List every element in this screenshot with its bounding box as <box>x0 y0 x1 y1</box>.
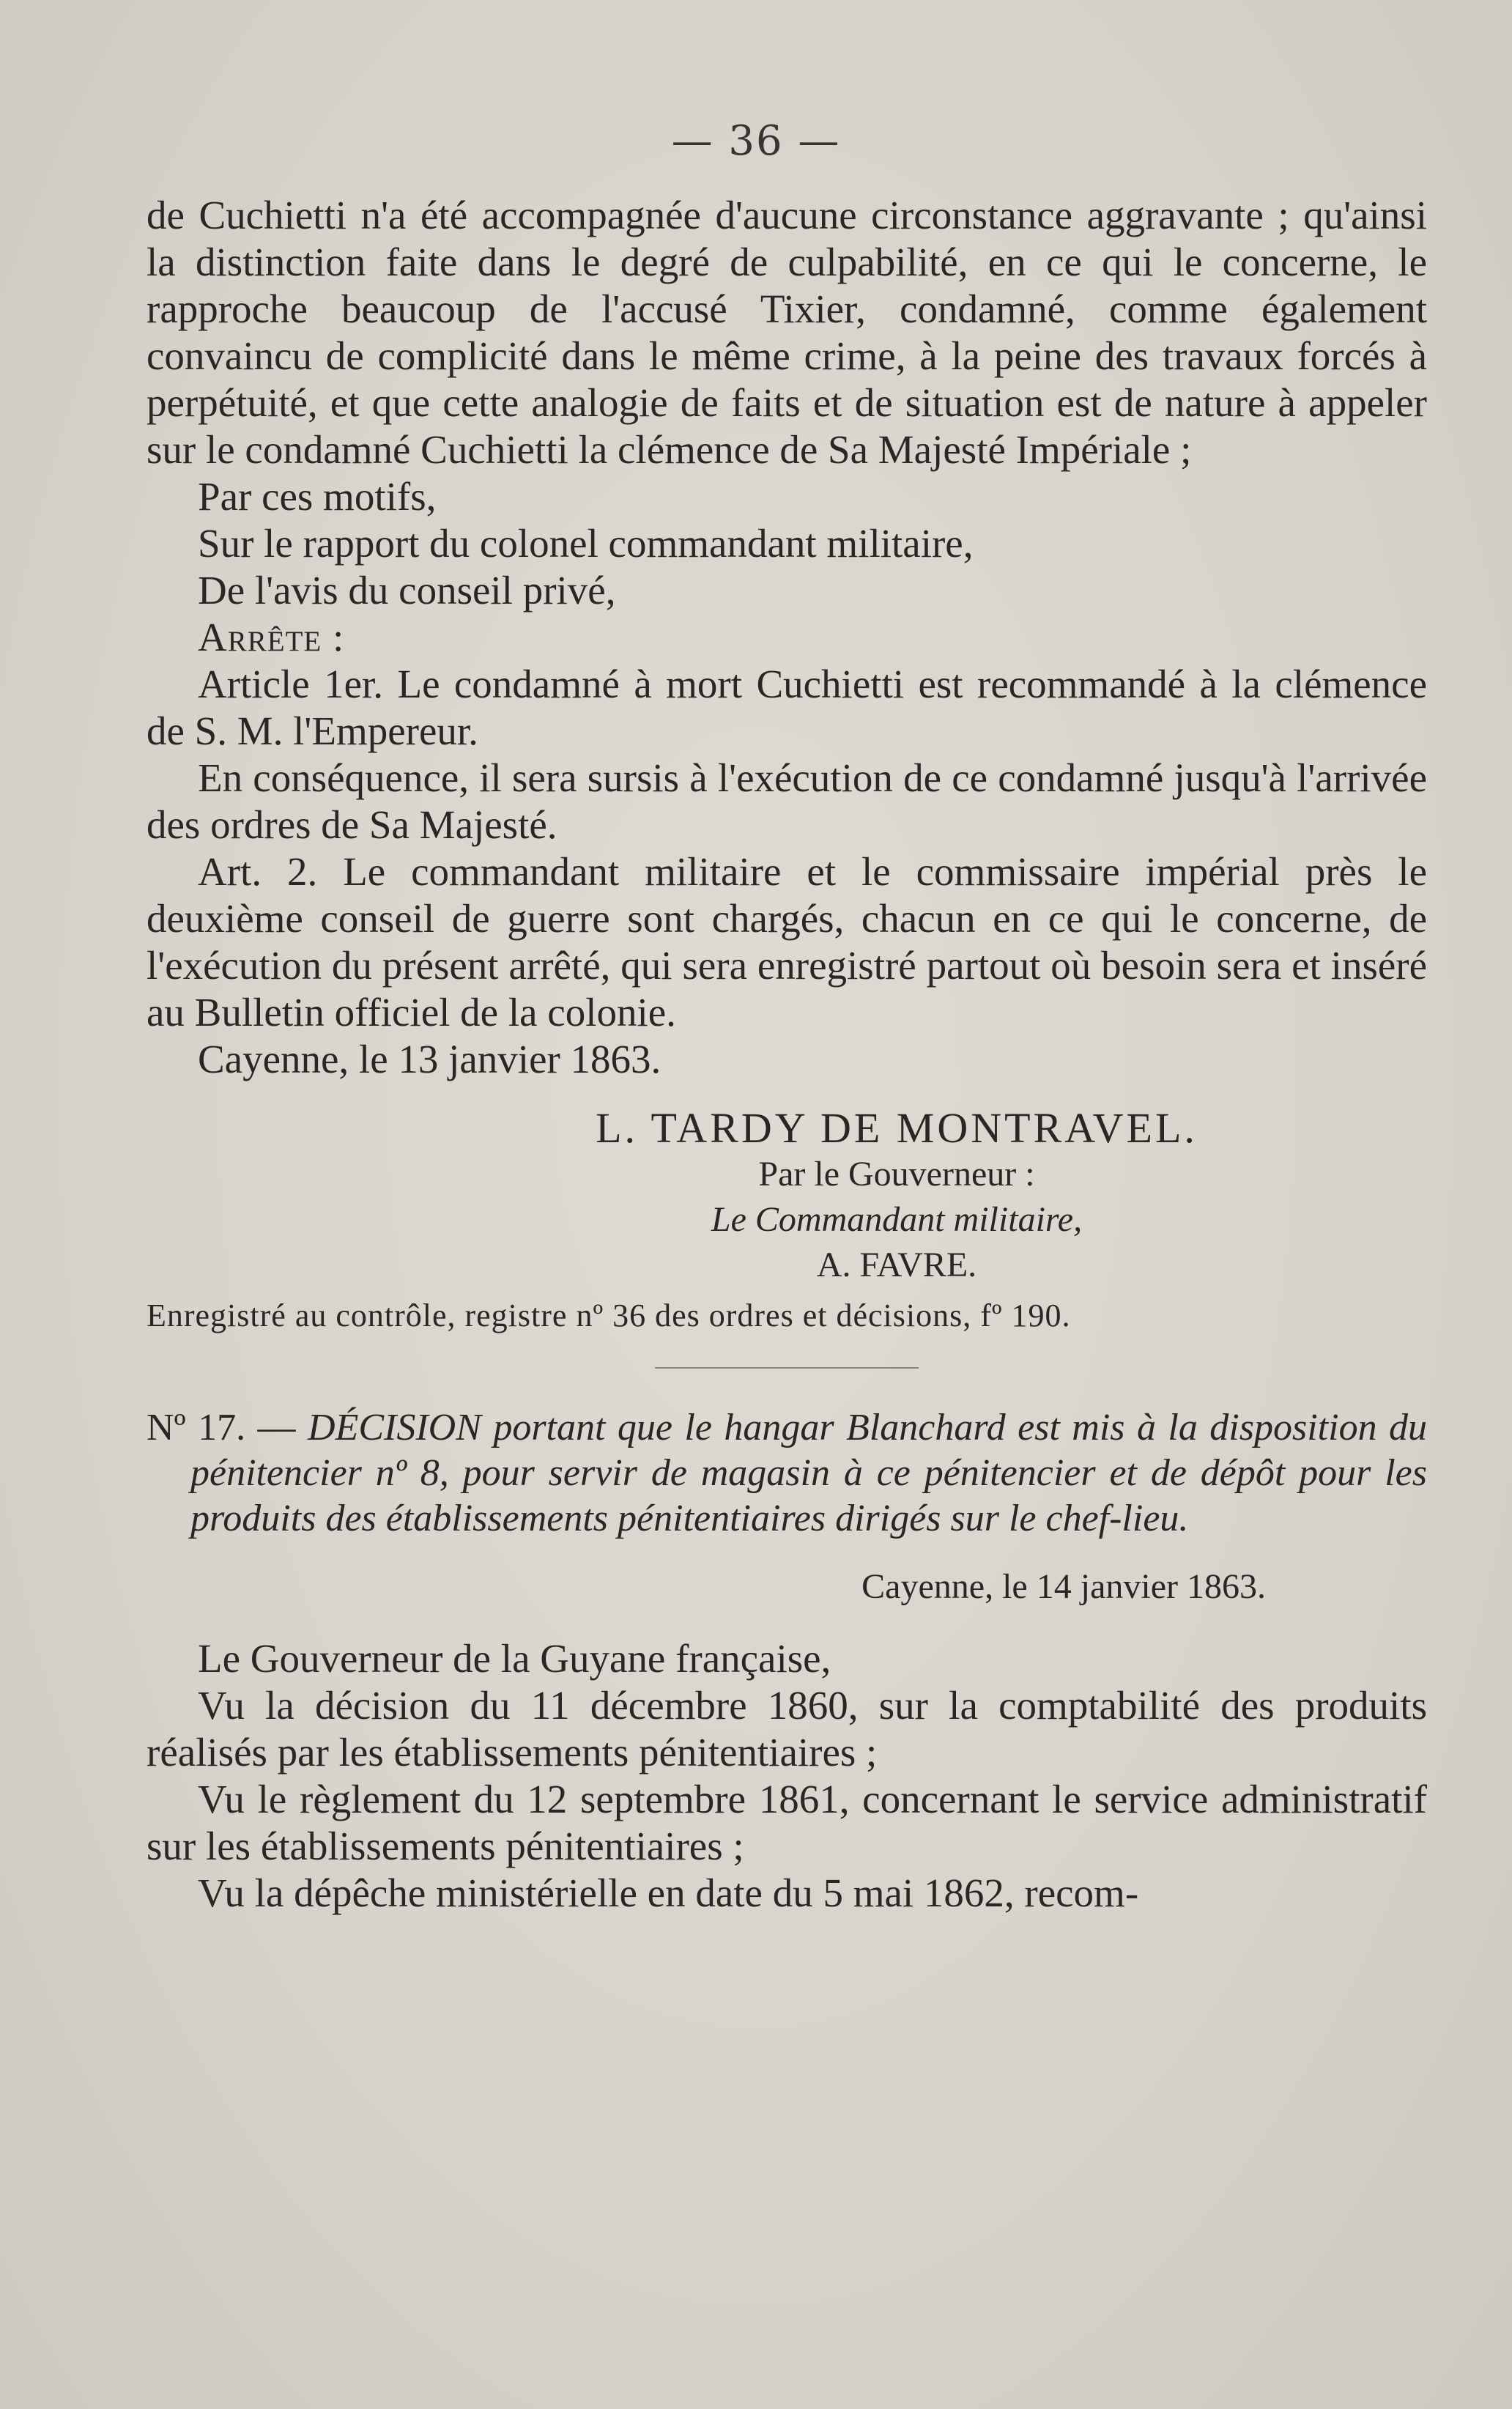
paragraph: Par ces motifs, <box>198 474 437 519</box>
arrete-heading: Arrête : <box>198 615 345 659</box>
decision-title: DÉCISION portant que le hangar Blanchard est mis à la disposition du pénitencier nº 8, pour servir de magasin à ce pénitencier et de dépôt pour les produits des établissements pénitentiaires dirigés sur le chef-lieu. <box>190 1407 1428 1539</box>
paragraph: En conséquence, il sera sursis à l'exécution de ce condamné jusqu'à l'arrivée des ordres de Sa Majesté. <box>147 755 1427 847</box>
document-body <box>147 192 1427 1917</box>
paragraph: Vu le règlement du 12 septembre 1861, concernant le service administratif sur les établissements pénitentiaires ; <box>147 1777 1427 1868</box>
decision-dateline: Cayenne, le 14 janvier 1863. <box>861 1567 1266 1606</box>
paragraph: Vu la décision du 11 décembre 1860, sur la comptabilité des produits réalisés par les établissements pénitentiaires ; <box>147 1683 1427 1775</box>
registration-note: Enregistré au contrôle, registre nº 36 des ordres et décisions, fº 190. <box>147 1298 1071 1333</box>
page-number: — 36 — <box>671 117 841 165</box>
paragraph: De l'avis du conseil privé, <box>198 568 616 613</box>
signatory-name: L. TARDY DE MONTRAVEL. <box>596 1104 1198 1152</box>
article-2: Art. 2. Le commandant militaire et le commissaire impérial près le deuxième conseil de guerre sont chargés, chacun en ce qui le concerne, de l'exécution du présent arrêté, qui sera enregistré partout où besoin sera et inséré au Bulletin officiel de la colonie. <box>147 849 1427 1035</box>
paragraph: Sur le rapport du colonel commandant militaire, <box>198 521 974 566</box>
article-1: Article 1er. Le condamné à mort Cuchietti est recommandé à la clémence de S. M. l'Empereur. <box>147 662 1427 753</box>
paragraph: de Cuchietti n'a été accompagnée d'aucune circonstance aggravante ; qu'ainsi la distinction faite dans le degré de culpabilité, en ce qui le concerne, le rapproche beaucoup de l'accusé Tixier, condamné, comme également convaincu de complicité dans le même crime, à la peine des travaux forcés à perpétuité, et que cette analogie de faits et de situation est de nature à appeler sur le condamné Cuchietti la clémence de Sa Majesté Impériale ; <box>147 193 1427 472</box>
paragraph: Le Gouverneur de la Guyane française, <box>198 1636 831 1681</box>
paragraph: Vu la dépêche ministérielle en date du 5 mai 1862, recom- <box>198 1870 1139 1915</box>
decision-number: Nº 17. — <box>147 1407 296 1448</box>
signer-name: A. FAVRE. <box>816 1246 977 1284</box>
signatory-role: Le Commandant militaire, <box>711 1200 1083 1239</box>
place-date: Cayenne, le 13 janvier 1863. <box>198 1037 662 1081</box>
decision-heading <box>147 1405 1427 1542</box>
by-governor: Par le Gouverneur : <box>758 1155 1035 1194</box>
signature-block <box>147 1105 1427 1288</box>
separator-rule <box>655 1367 919 1369</box>
